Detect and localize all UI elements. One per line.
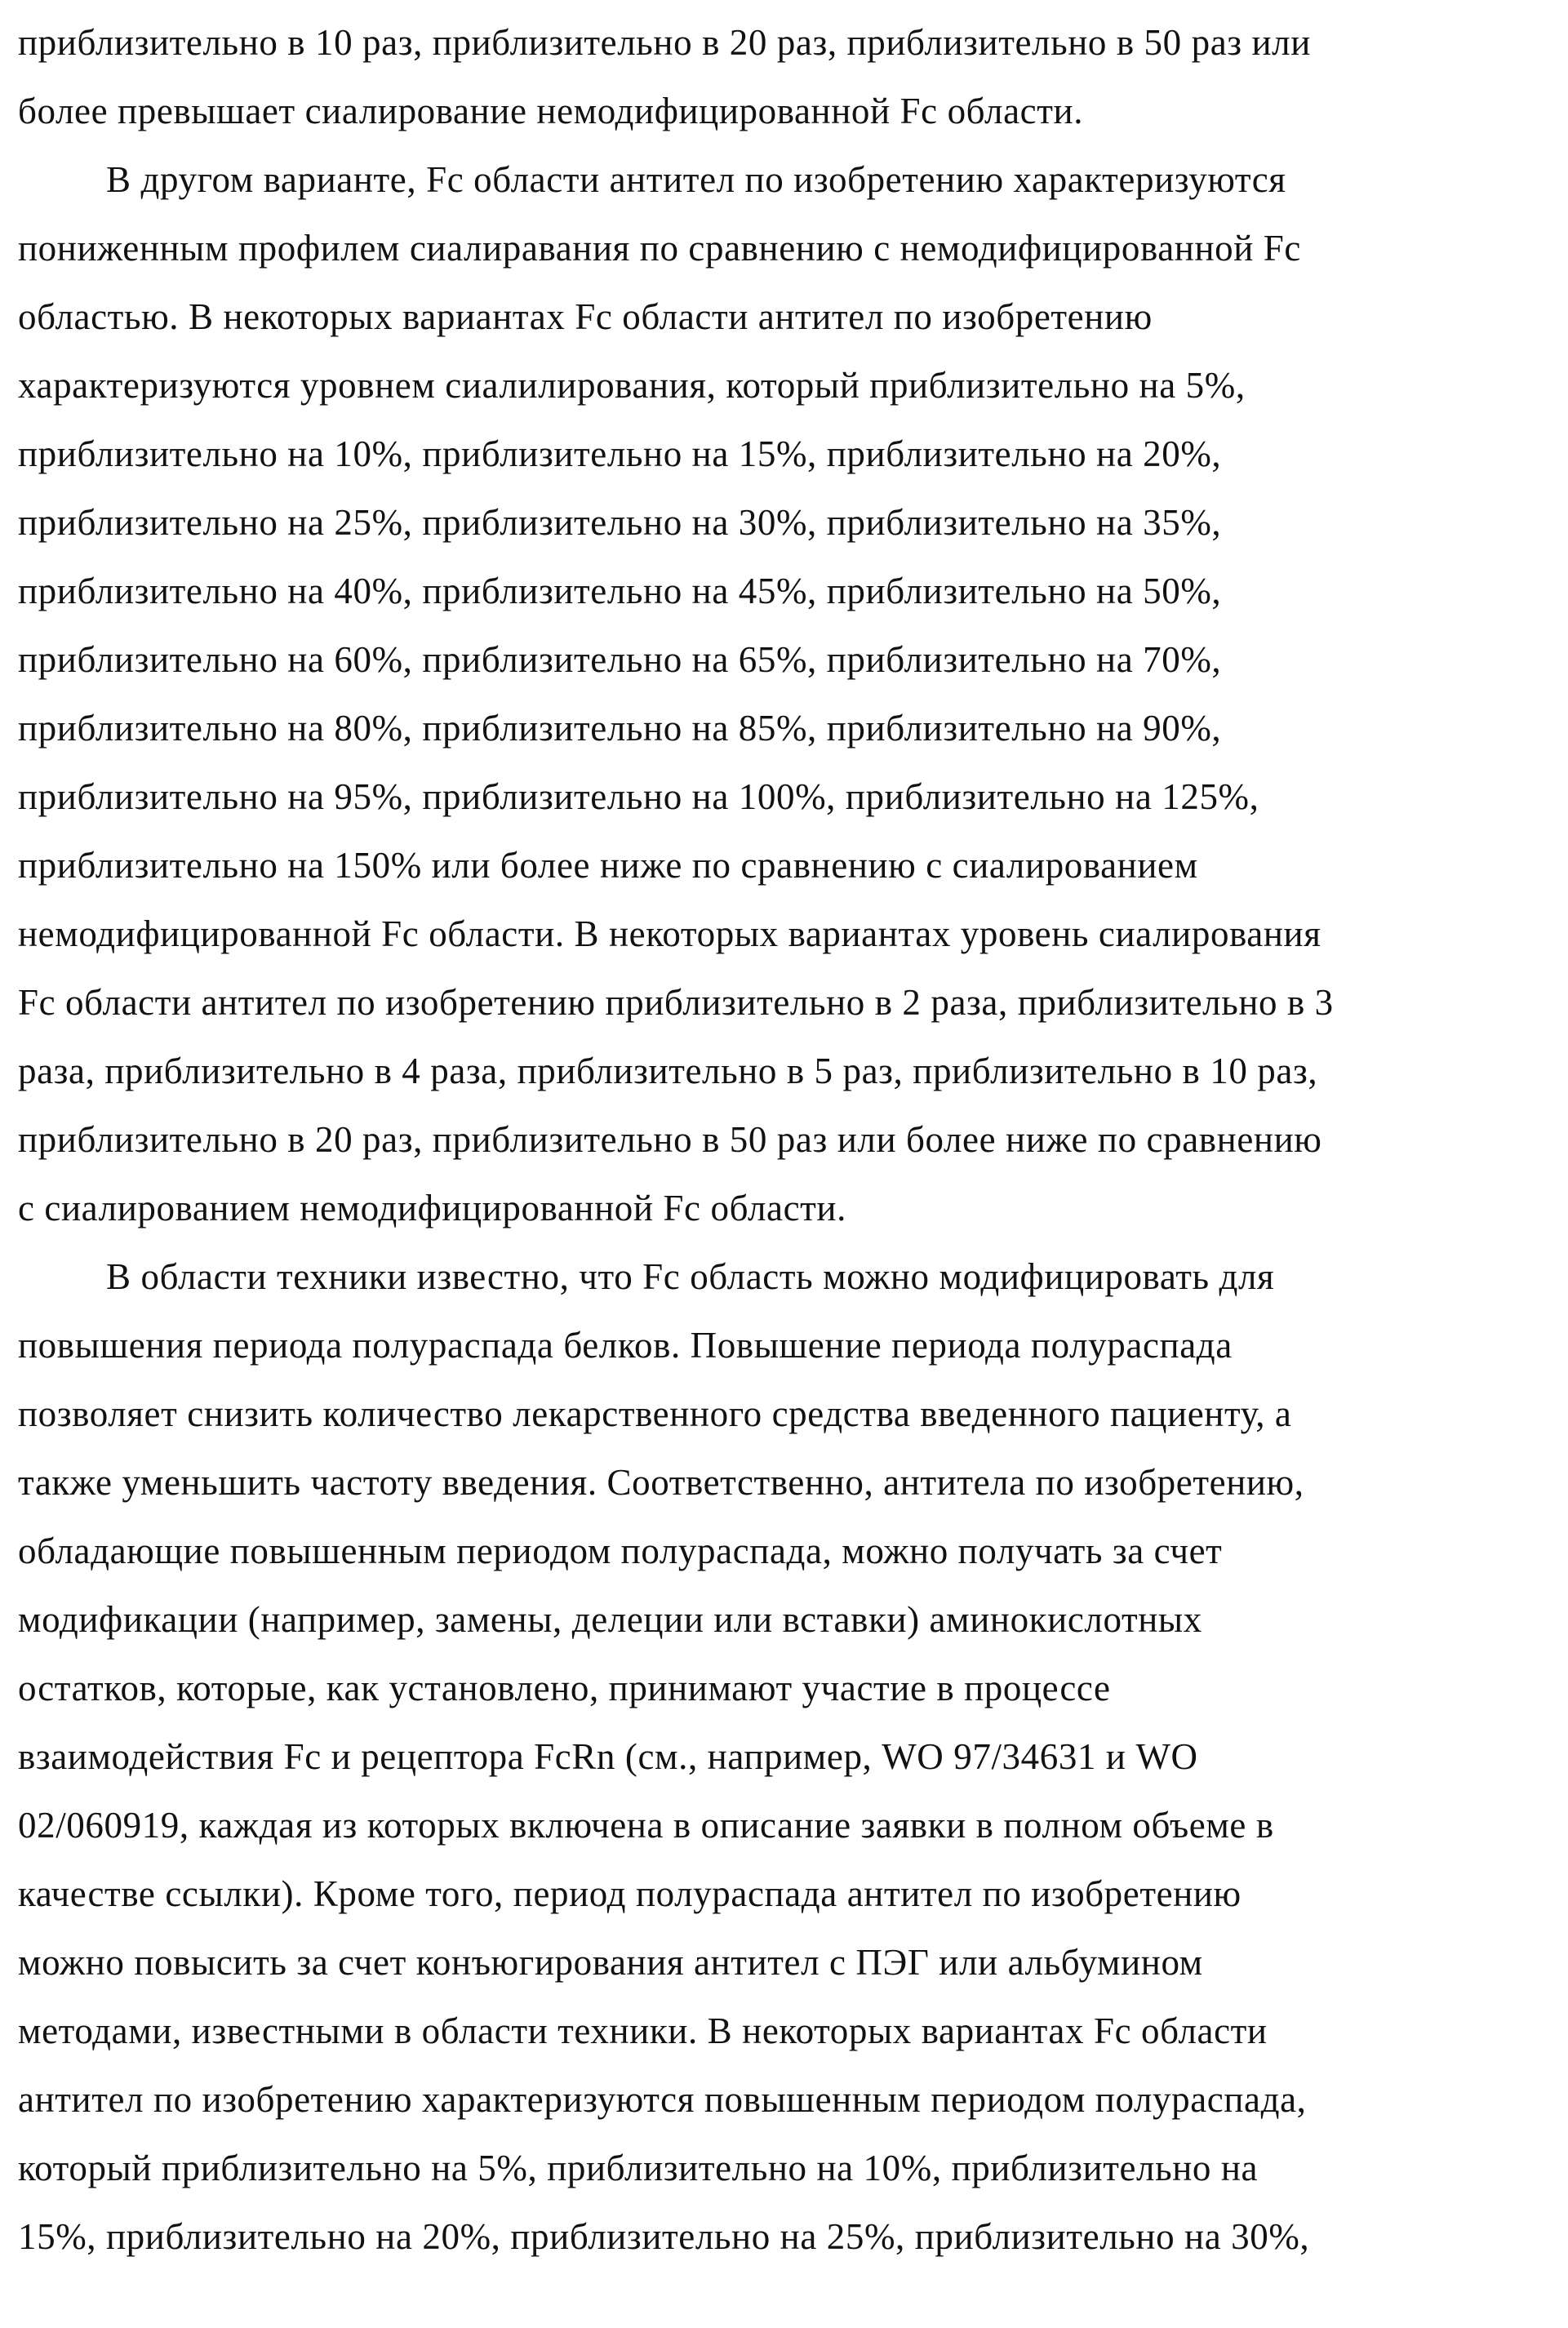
text-line: пониженным профилем сиалиравания по сравнению с немодифицированной Fc xyxy=(18,228,1301,269)
text-line: характеризуются уровнем сиалилирования, который приблизительно на 5%, xyxy=(18,365,1246,406)
text-line: обладающие повышенным периодом полураспада, можно получать за счет xyxy=(18,1531,1223,1571)
text-line: приблизительно на 60%, приблизительно на 65%, приблизительно на 70%, xyxy=(18,639,1222,680)
text-line: модификации (например, замены, делеции или вставки) аминокислотных xyxy=(18,1599,1202,1640)
text-line: В другом варианте, Fc области антител по изобретению характеризуются xyxy=(106,159,1286,200)
text-line: приблизительно на 10%, приблизительно на 15%, приблизительно на 20%, xyxy=(18,433,1222,474)
text-line: антител по изобретению характеризуются повышенным периодом полураспада, xyxy=(18,2079,1307,2120)
text-line: приблизительно на 40%, приблизительно на 45%, приблизительно на 50%, xyxy=(18,571,1222,611)
text-line: 02/060919, каждая из которых включена в описание заявки в полном объеме в xyxy=(18,1805,1274,1846)
text-line: взаимодействия Fc и рецептора FcRn (см., например, WO 97/34631 и WO xyxy=(18,1736,1198,1777)
text-line: приблизительно в 10 раз, приблизительно в 20 раз, приблизительно в 50 раз или xyxy=(18,22,1311,63)
text-line: позволяет снизить количество лекарственного средства введенного пациенту, а xyxy=(18,1393,1292,1434)
text-line: повышения периода полураспада белков. Повышение периода полураспада xyxy=(18,1325,1233,1366)
text-line: который приблизительно на 5%, приблизительно на 10%, приблизительно на xyxy=(18,2148,1259,2188)
document-page xyxy=(18,8,1561,2271)
text-line: можно повысить за счет конъюгирования антител с ПЭГ или альбумином xyxy=(18,1942,1203,1983)
text-line: немодифицированной Fc области. В некоторых вариантах уровень сиалирования xyxy=(18,913,1321,954)
text-line: приблизительно на 80%, приблизительно на 85%, приблизительно на 90%, xyxy=(18,708,1222,749)
text-line: более превышает сиалирование немодифицированной Fc области. xyxy=(18,91,1084,131)
text-line: остатков, которые, как установлено, принимают участие в процессе xyxy=(18,1668,1111,1708)
text-line: Fc области антител по изобретению приблизительно в 2 раза, приблизительно в 3 xyxy=(18,982,1334,1023)
text-line: приблизительно на 150% или более ниже по сравнению с сиалированием xyxy=(18,845,1198,886)
text-line: раза, приблизительно в 4 раза, приблизительно в 5 раз, приблизительно в 10 раз, xyxy=(18,1051,1318,1091)
text-line: приблизительно на 25%, приблизительно на 30%, приблизительно на 35%, xyxy=(18,502,1222,543)
text-line: с сиалированием немодифицированной Fc области. xyxy=(18,1188,846,1228)
text-line: областью. В некоторых вариантах Fc области антител по изобретению xyxy=(18,296,1153,337)
text-line: приблизительно в 20 раз, приблизительно в 50 раз или более ниже по сравнению xyxy=(18,1119,1322,1160)
text-line: В области техники известно, что Fc область можно модифицировать для xyxy=(106,1256,1275,1297)
text-line: приблизительно на 95%, приблизительно на 100%, приблизительно на 125%, xyxy=(18,776,1259,817)
text-line: методами, известными в области техники. В некоторых вариантах Fc области xyxy=(18,2010,1268,2051)
text-line: качестве ссылки). Кроме того, период полураспада антител по изобретению xyxy=(18,1873,1242,1914)
text-line: также уменьшить частоту введения. Соответственно, антитела по изобретению, xyxy=(18,1462,1304,1503)
text-line: 15%, приблизительно на 20%, приблизительно на 25%, приблизительно на 30%, xyxy=(18,2216,1310,2257)
